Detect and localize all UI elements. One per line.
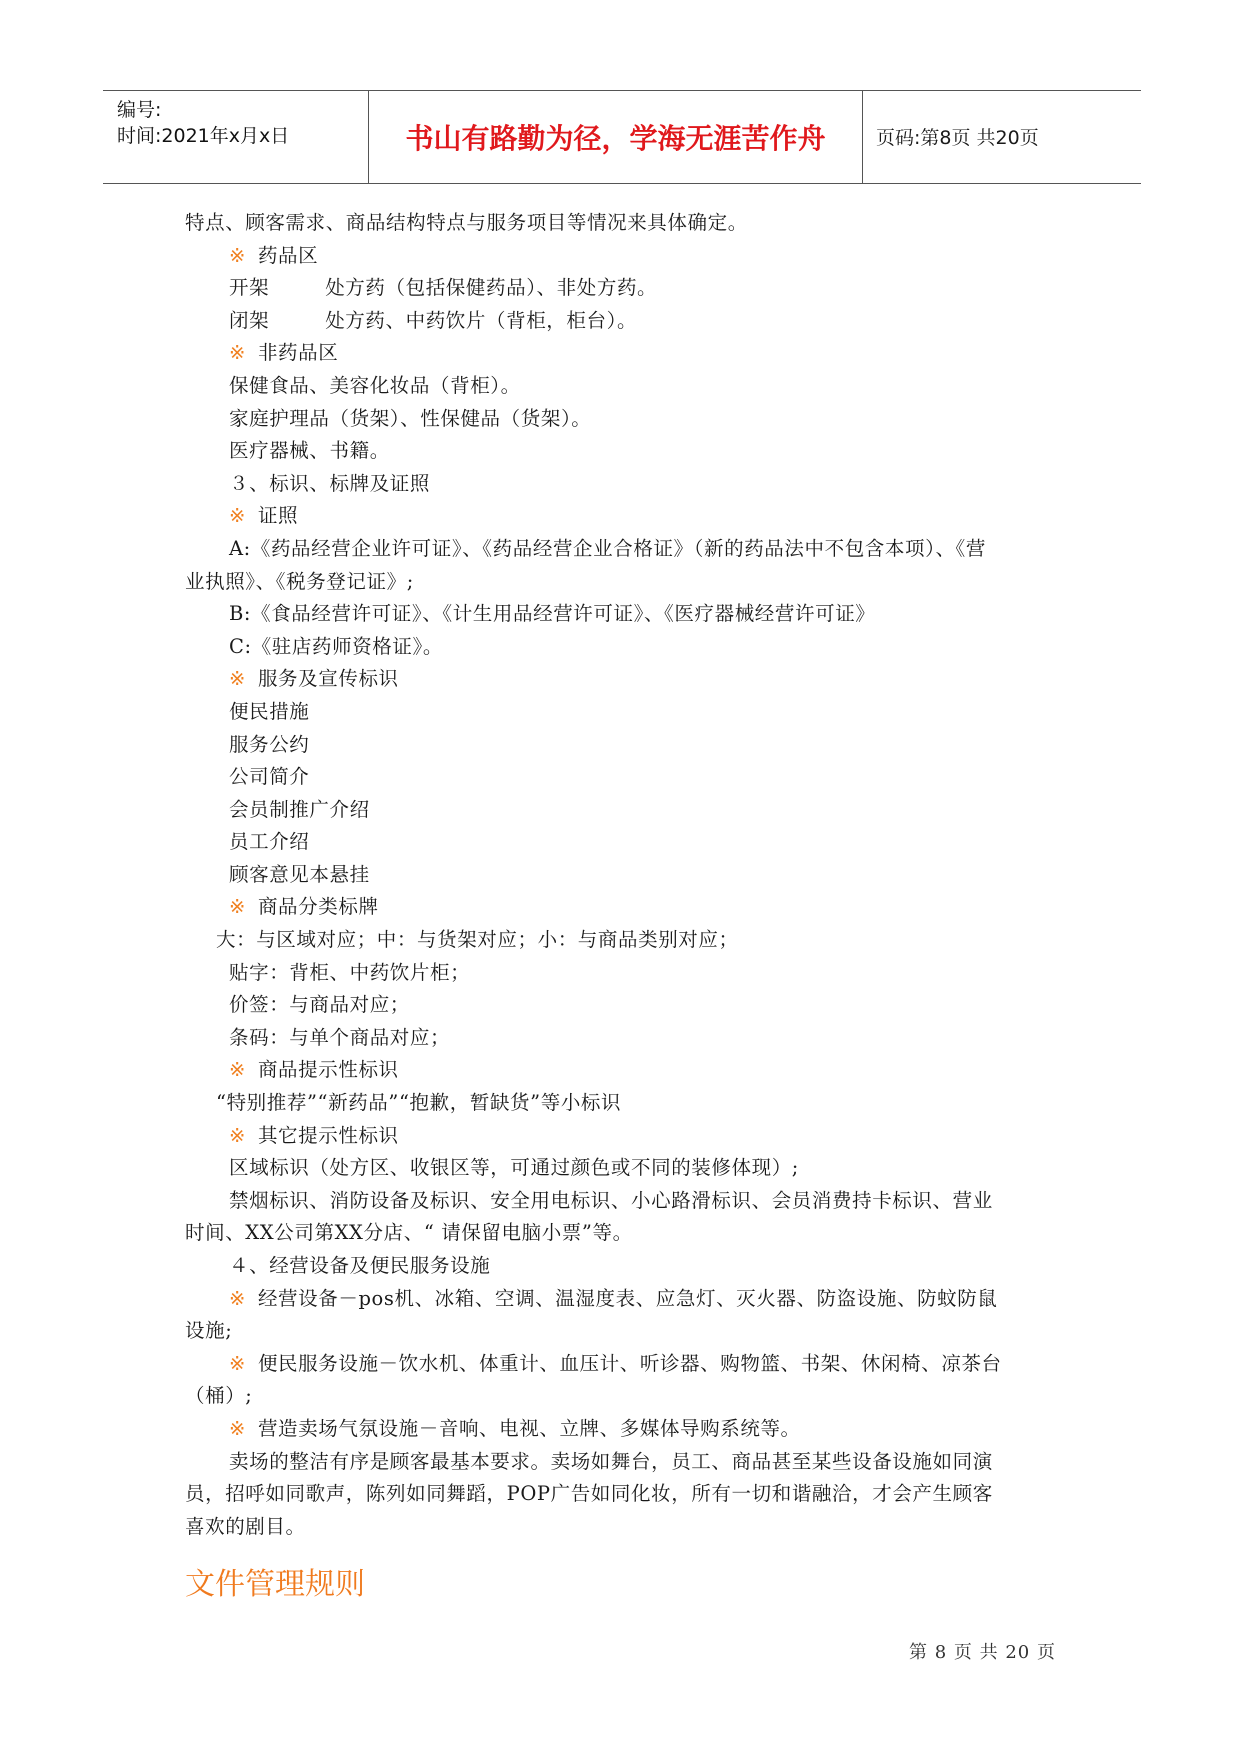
- heading-non-pharma-zone: ※ 非药品区: [229, 341, 339, 365]
- paragraph-line: 区域标识（处方区、收银区等，可通过颜色或不同的装修体现）;: [229, 1156, 799, 1180]
- paragraph-line: 喜欢的剧目。: [185, 1514, 306, 1538]
- paragraph-line: 条码：与单个商品对应；: [229, 1025, 451, 1049]
- heading-licenses: ※ 证照: [229, 504, 299, 528]
- page-header: [103, 90, 1141, 184]
- paragraph-line: C:《驻店药师资格证》。: [229, 634, 443, 658]
- serial-label: 编号:: [117, 99, 162, 121]
- section-heading: ４、经营设备及便民服务设施: [229, 1254, 491, 1277]
- reference-mark-icon: ※: [229, 667, 246, 691]
- heading-category-signs: ※ 商品分类标牌: [229, 895, 379, 919]
- list-item: 顾客意见本悬挂: [229, 862, 370, 886]
- paragraph-line: 闭架 处方药、中药饮片（背柜，柜台）。: [229, 308, 638, 332]
- paragraph-line: ※ 营造卖场气氛设施－音响、电视、立牌、多媒体导购系统等。: [229, 1416, 801, 1440]
- page-footer: 第 8 页 共 20 页: [909, 1642, 1056, 1663]
- paragraph-line: 卖场的整洁有序是顾客最基本要求。卖场如舞台，员工、商品甚至某些设备设施如同演: [229, 1449, 993, 1473]
- time-label: 时间:2021年x月x日: [117, 125, 290, 147]
- page-code: 页码:第8页 共20页: [876, 127, 1039, 149]
- paragraph-line: 设施;: [185, 1319, 233, 1343]
- list-item: 服务公约: [229, 732, 310, 756]
- reference-mark-icon: ※: [229, 1286, 246, 1310]
- heading-service-signs: ※ 服务及宣传标识: [229, 667, 399, 691]
- document-body: [185, 207, 1065, 1543]
- paragraph-line: （桶）;: [185, 1384, 253, 1408]
- paragraph-line: 业执照》、《税务登记证》;: [185, 569, 414, 593]
- paragraph-line: 时间、XX公司第XX分店、“ 请保留电脑小票”等。: [185, 1221, 633, 1245]
- reference-mark-icon: ※: [229, 1058, 246, 1082]
- paragraph-line: 禁烟标识、消防设备及标识、安全用电标识、小心路滑标识、会员消费持卡标识、营业: [229, 1188, 993, 1212]
- paragraph-line: 贴字：背柜、中药饮片柜；: [229, 960, 471, 984]
- section-title: 文件管理规则: [185, 1567, 365, 1602]
- list-item: 会员制推广介绍: [229, 797, 370, 821]
- paragraph-line: 保健食品、美容化妆品（背柜）。: [229, 373, 521, 397]
- section-heading: ３、标识、标牌及证照: [229, 471, 431, 495]
- paragraph-line: 大：与区域对应；中：与货架对应；小：与商品类别对应；: [216, 928, 739, 952]
- reference-mark-icon: ※: [229, 1351, 246, 1375]
- reference-mark-icon: ※: [229, 1123, 246, 1147]
- paragraph-line: 医疗器械、书籍。: [229, 439, 390, 463]
- heading-other-signs: ※ 其它提示性标识: [229, 1123, 399, 1147]
- header-motto-cell: [368, 91, 863, 183]
- paragraph-line: 特点、顾客需求、商品结构特点与服务项目等情况来具体确定。: [185, 211, 748, 234]
- reference-mark-icon: ※: [229, 341, 246, 365]
- reference-mark-icon: ※: [229, 1416, 246, 1440]
- list-item: 员工介绍: [229, 830, 310, 854]
- heading-prompt-signs: ※ 商品提示性标识: [229, 1058, 399, 1082]
- list-item: 公司简介: [229, 765, 310, 789]
- reference-mark-icon: ※: [229, 504, 246, 528]
- paragraph-line: A:《药品经营企业许可证》、《药品经营企业合格证》（新的药品法中不包含本项）、《营: [229, 536, 987, 560]
- paragraph-line: B:《食品经营许可证》、《计生用品经营许可证》、《医疗器械经营许可证》: [229, 602, 876, 626]
- header-right-cell: [862, 91, 1141, 183]
- paragraph-line: 家庭护理品（货架）、性保健品（货架）。: [229, 406, 592, 430]
- paragraph-line: 价签：与商品对应；: [229, 993, 410, 1017]
- reference-mark-icon: ※: [229, 243, 246, 267]
- paragraph-line: ※ 经营设备－pos机、冰箱、空调、温湿度表、应急灯、灭火器、防盗设施、防蚊防鼠: [229, 1286, 998, 1310]
- paragraph-line: 员，招呼如同歌声，陈列如同舞蹈，POP广告如同化妆，所有一切和谐融洽，才会产生顾客: [185, 1482, 993, 1506]
- header-left-cell: [103, 91, 368, 183]
- paragraph-line: ※ 便民服务设施－饮水机、体重计、血压计、听诊器、购物篮、书架、休闲椅、凉茶台: [229, 1351, 1002, 1375]
- motto: 书山有路勤为径，学海无涯苦作舟: [405, 122, 826, 155]
- reference-mark-icon: ※: [229, 895, 246, 919]
- heading-pharma-zone: ※ 药品区: [229, 243, 319, 267]
- paragraph-line: 开架 处方药（包括保健药品）、非处方药。: [229, 276, 658, 300]
- paragraph-line: “特别推荐”“新药品”“抱歉，暂缺货”等小标识: [216, 1091, 622, 1115]
- list-item: 便民措施: [229, 699, 310, 723]
